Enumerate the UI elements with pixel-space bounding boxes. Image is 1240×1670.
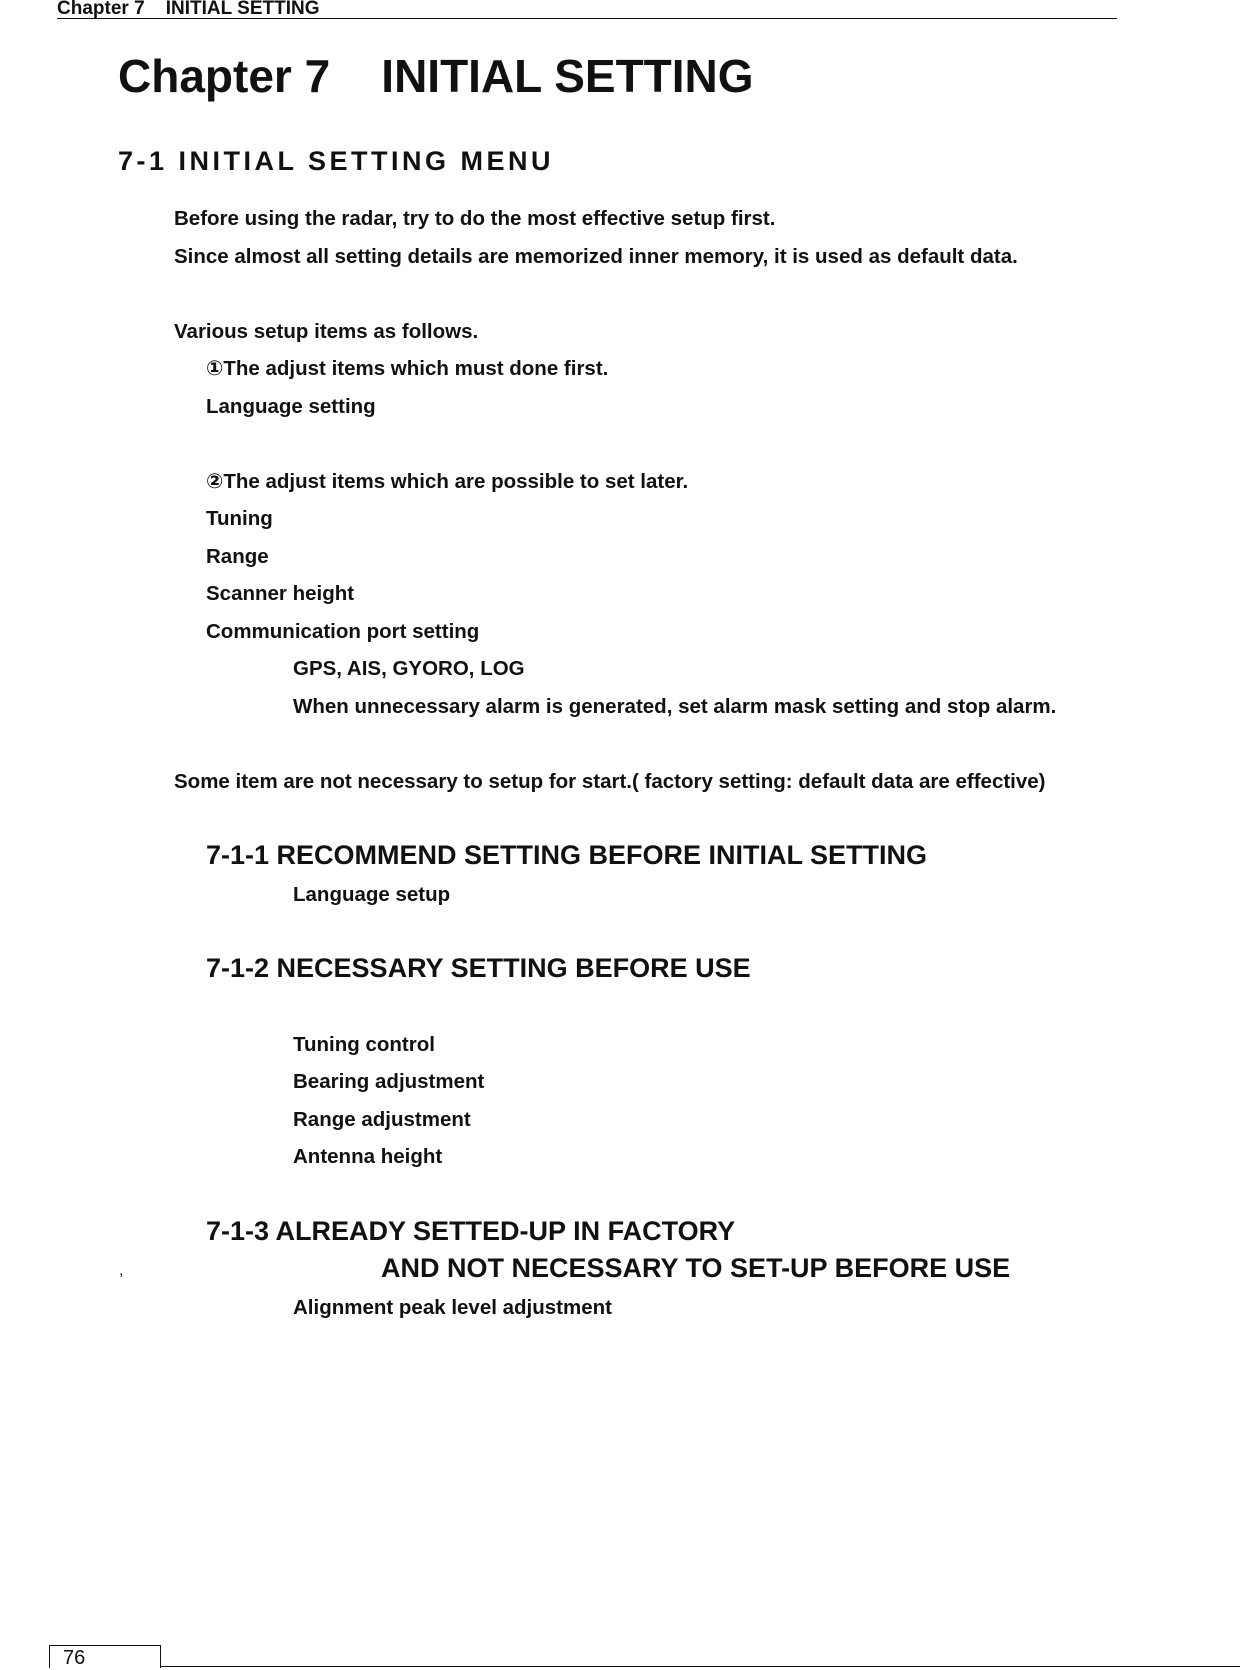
running-header-text: Chapter 7 INITIAL SETTING xyxy=(57,0,320,19)
subsection-heading-7-1-3-continued: AND NOT NECESSARY TO SET-UP BEFORE USE xyxy=(381,1253,1011,1283)
chapter-title: Chapter 7 INITIAL SETTING xyxy=(118,50,754,102)
setup-items-intro: Various setup items as follows. xyxy=(174,320,479,343)
subsection-heading-7-1-3: 7-1-3 ALREADY SETTED-UP IN FACTORY xyxy=(206,1216,736,1246)
page-number xyxy=(49,1645,161,1668)
subsection-heading-7-1-2: 7-1-2 NECESSARY SETTING BEFORE USE xyxy=(206,953,751,983)
subsection-heading-7-1-1: 7-1-1 RECOMMEND SETTING BEFORE INITIAL SETTING xyxy=(206,840,928,870)
group2-item: Communication port setting xyxy=(206,620,480,643)
comm-ports-list: GPS, AIS, GYORO, LOG xyxy=(293,657,525,680)
subsection-item: Language setup xyxy=(293,883,451,906)
running-header xyxy=(57,0,1117,19)
alarm-mask-note: When unnecessary alarm is generated, set alarm mask setting and stop alarm. xyxy=(293,695,1057,718)
group1-item: Language setting xyxy=(206,395,376,418)
subsection-item: Tuning control xyxy=(293,1033,435,1056)
group1-heading: ①The adjust items which must done first. xyxy=(206,357,609,380)
subsection-item: Bearing adjustment xyxy=(293,1070,485,1093)
stray-comma: , xyxy=(119,1262,124,1279)
subsection-item: Alignment peak level adjustment xyxy=(293,1296,612,1319)
section-title: 7-1 INITIAL SETTING MENU xyxy=(118,146,555,176)
subsection-item: Range adjustment xyxy=(293,1108,471,1131)
intro-paragraph-1: Before using the radar, try to do the most effective setup first. xyxy=(174,207,776,230)
group2-item: Scanner height xyxy=(206,582,355,605)
intro-paragraph-2: Since almost all setting details are memorized inner memory, it is used as default data. xyxy=(174,245,1018,268)
factory-default-note: Some item are not necessary to setup for start.( factory setting: default data are effective) xyxy=(174,770,1046,793)
footer-rule xyxy=(161,1666,1240,1667)
subsection-item: Antenna height xyxy=(293,1145,443,1168)
group2-item: Tuning xyxy=(206,507,273,530)
group2-item: Range xyxy=(206,545,269,568)
group2-heading: ②The adjust items which are possible to set later. xyxy=(206,470,689,493)
page-number-text: 76 xyxy=(63,1647,86,1669)
